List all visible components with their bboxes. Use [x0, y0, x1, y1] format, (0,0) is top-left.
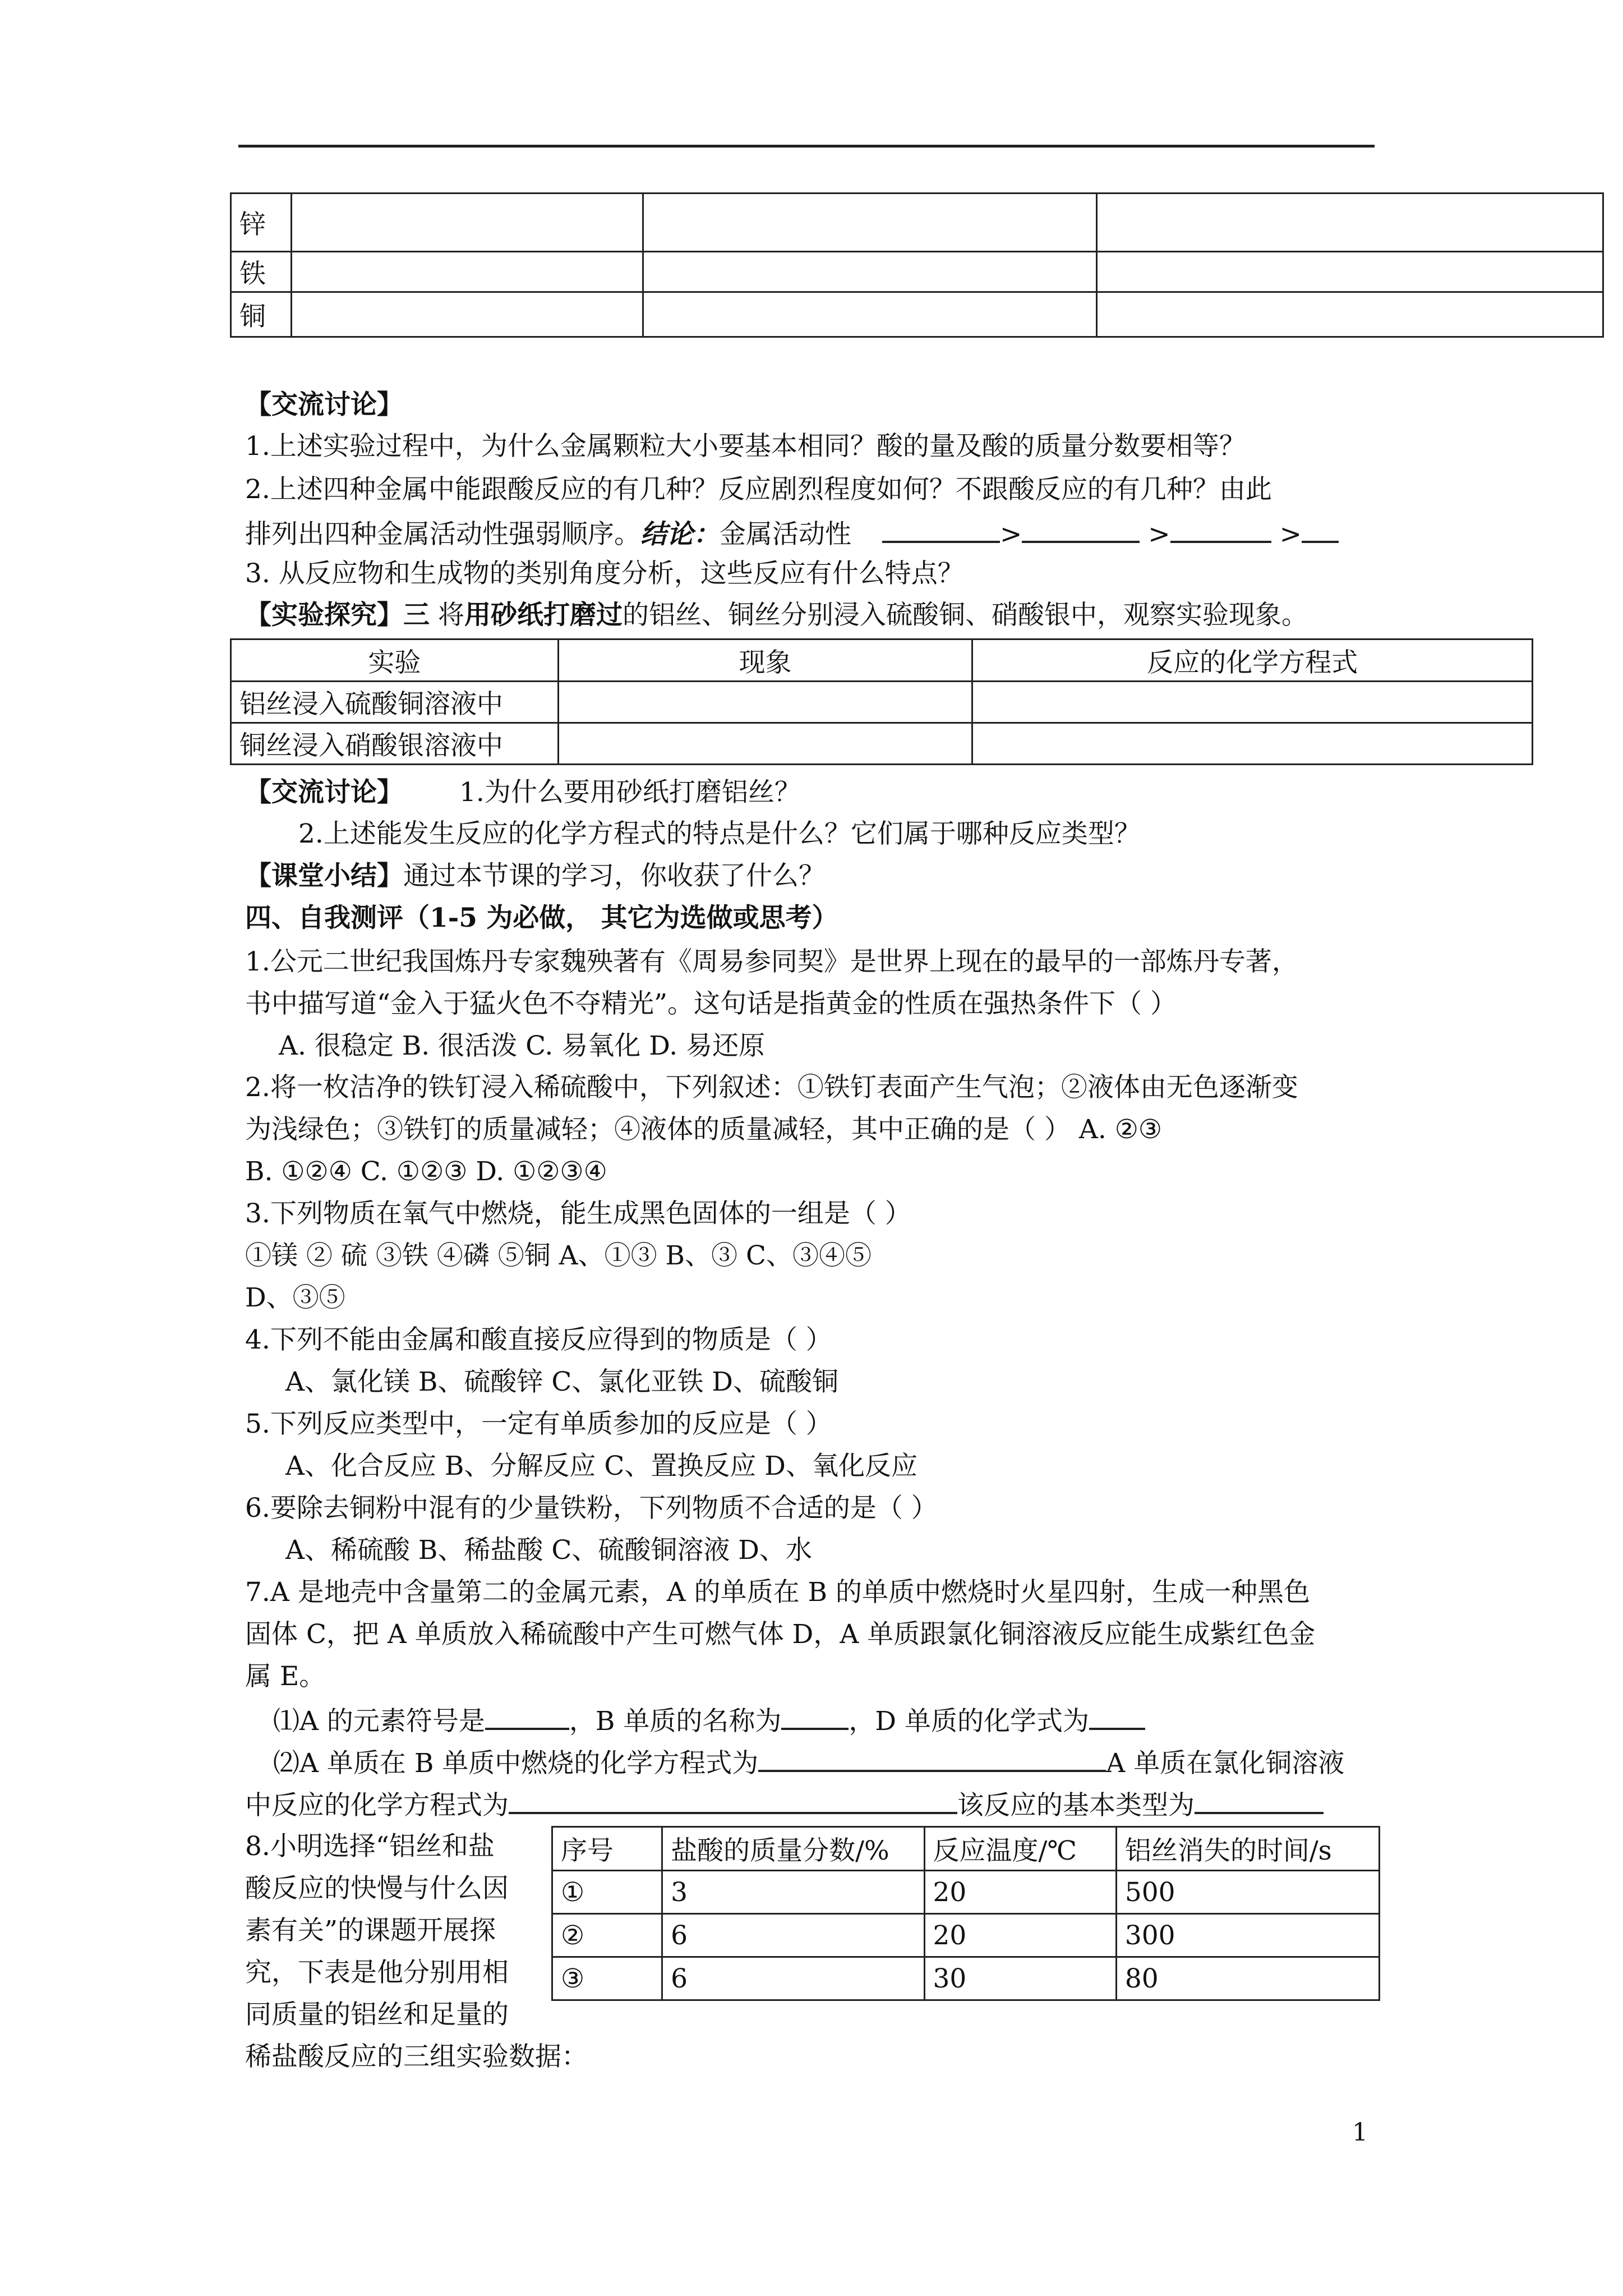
table-header-cell: 盐酸的质量分数/%	[662, 1827, 924, 1871]
gt-sign: >	[1148, 519, 1170, 550]
table-cell: ③	[552, 1957, 662, 2000]
discussion2-heading: 【交流讨论】	[245, 777, 403, 808]
question-text: ⑵A 单质在 B 单质中燃烧的化学方程式为	[273, 1748, 759, 1779]
question-6-line1: 6.要除去铜粉中混有的少量铁粉，下列物质不合适的是（ ）	[245, 1493, 938, 1524]
table-header-cell: 现象	[558, 639, 972, 682]
question-8-line: 稀盐酸反应的三组实验数据：	[245, 2041, 588, 2072]
table-cell: 铜丝浸入硝酸银溶液中	[231, 723, 559, 765]
question-8-line: 同质量的铝丝和足量的	[245, 1999, 509, 2030]
table-cell: 20	[924, 1914, 1116, 1957]
question-2-line1: 2.将一枚洁净的铁钉浸入稀硫酸中，下列叙述：①铁钉表面产生气泡；②液体由无色逐渐变	[245, 1072, 1298, 1103]
question-7-part2	[273, 1744, 1344, 1780]
question-text: 该反应的基本类型为	[957, 1790, 1195, 1821]
hcl-data-table	[551, 1826, 1380, 2001]
page-number: 1	[1352, 2118, 1368, 2147]
question-1-line2: 书中描写道“金入于猛火色不夺精光”。这句话是指黄金的性质在强热条件下（ ）	[245, 988, 1177, 1019]
gt-sign: >	[999, 519, 1022, 550]
table-header-cell: 反应温度/℃	[924, 1827, 1116, 1871]
discussion2-line1	[245, 776, 801, 809]
question-7-line3: 属 E。	[245, 1661, 326, 1692]
question-2-line2: 为浅绿色；③铁钉的质量减轻；④液体的质量减轻，其中正确的是（ ） A. ②③	[245, 1114, 1162, 1145]
question-7-line1: 7.A 是地壳中含量第二的金属元素，A 的单质在 B 的单质中燃烧时火星四射，生成一种黑色	[245, 1577, 1311, 1608]
question-text: 中反应的化学方程式为	[245, 1790, 509, 1821]
header-rule	[238, 145, 1375, 148]
experiment-text-bold: 用砂纸打磨过	[464, 600, 623, 631]
answer-blank[interactable]	[781, 1702, 849, 1730]
metal-cell: 铁	[231, 252, 292, 292]
gt-sign: >	[1279, 519, 1302, 550]
table-cell: 80	[1116, 1957, 1379, 2000]
answer-blank[interactable]	[1022, 515, 1140, 543]
question-7-part1	[273, 1702, 1145, 1738]
experiment-table	[230, 638, 1533, 765]
question-4-line1: 4.下列不能由金属和酸直接反应得到的物质是（ ）	[245, 1324, 832, 1355]
question-4-options: A、氯化镁 B、硫酸锌 C、氯化亚铁 D、硫酸铜	[285, 1366, 838, 1397]
experiment-heading: 【实验探究】三	[245, 600, 430, 631]
discussion-q2-line1: 2.上述四种金属中能跟酸反应的有几种？反应剧烈程度如何？不跟酸反应的有几种？由此	[245, 474, 1272, 505]
table-row	[231, 682, 1533, 723]
discussion-q2-text: 排列出四种金属活动性强弱顺序。	[245, 519, 640, 550]
answer-blank[interactable]	[485, 1702, 569, 1730]
table-cell: 3	[662, 1871, 924, 1914]
answer-blank[interactable]	[1195, 1786, 1324, 1814]
table-cell: ①	[552, 1871, 662, 1914]
table-cell: 铝丝浸入硫酸铜溶液中	[231, 682, 559, 723]
question-text: ⑴A 的元素符号是	[273, 1706, 485, 1737]
table-row	[231, 194, 1603, 252]
metals-table	[230, 192, 1604, 338]
question-8-line: 酸反应的快慢与什么因	[245, 1873, 509, 1904]
question-7-part3	[245, 1786, 1324, 1823]
metal-cell: 锌	[231, 194, 292, 252]
answer-blank[interactable]	[509, 1786, 957, 1814]
table-header-cell: 反应的化学方程式	[972, 639, 1533, 682]
table-row	[231, 252, 1603, 292]
table-cell: ②	[552, 1914, 662, 1957]
table-row	[552, 1957, 1380, 2000]
discussion2-q1: 1.为什么要用砂纸打磨铝丝？	[459, 777, 801, 808]
table-cell: 6	[662, 1957, 924, 2000]
table-cell: 6	[662, 1914, 924, 1957]
discussion2-q2: 2.上述能发生反应的化学方程式的特点是什么？它们属于哪种反应类型？	[298, 818, 1141, 849]
question-1-options: A. 很稳定 B. 很活泼 C. 易氧化 D. 易还原	[279, 1030, 766, 1061]
question-8-line: 素有关”的课题开展探	[245, 1915, 496, 1946]
discussion-q1: 1.上述实验过程中，为什么金属颗粒大小要基本相同？酸的量及酸的质量分数要相等？	[245, 431, 1246, 462]
table-cell: 300	[1116, 1914, 1379, 1957]
question-text: A 单质在氯化铜溶液	[1106, 1748, 1345, 1779]
table-header-cell: 铝丝消失的时间/s	[1116, 1827, 1379, 1871]
answer-blank[interactable]	[1089, 1702, 1145, 1730]
table-row	[552, 1871, 1380, 1914]
table-cell: 30	[924, 1957, 1116, 2000]
question-3-line1: 3.下列物质在氧气中燃烧，能生成黑色固体的一组是（ ）	[245, 1198, 911, 1229]
summary-heading: 【课堂小结】	[245, 861, 403, 891]
summary-line	[245, 859, 825, 893]
answer-blank[interactable]	[1302, 515, 1339, 543]
table-row	[552, 1914, 1380, 1957]
table-header-cell: 实验	[231, 639, 559, 682]
question-3-line2: ①镁 ② 硫 ③铁 ④磷 ⑤铜 A、①③ B、③ C、③④⑤	[245, 1240, 872, 1271]
conclusion-text: 金属活动性	[720, 519, 851, 550]
question-5-options: A、化合反应 B、分解反应 C、置换反应 D、氧化反应	[285, 1451, 917, 1481]
discussion-heading: 【交流讨论】	[245, 389, 403, 420]
question-8-line: 8.小明选择“铝丝和盐	[245, 1831, 495, 1862]
table-row	[231, 292, 1603, 337]
answer-blank[interactable]	[882, 515, 1000, 543]
summary-text: 通过本节课的学习，你收获了什么？	[403, 861, 825, 891]
table-row	[231, 639, 1533, 682]
experiment-text: 的铝丝、铜丝分别浸入硫酸铜、硝酸银中，观察实验现象。	[622, 600, 1308, 631]
question-1-line1: 1.公元二世纪我国炼丹专家魏殃著有《周易参同契》是世界上现在的最早的一部炼丹专著，	[245, 946, 1298, 977]
answer-blank[interactable]	[758, 1744, 1106, 1772]
question-8-line: 究，下表是他分别用相	[245, 1957, 509, 1988]
table-row	[552, 1827, 1380, 1871]
table-cell: 20	[924, 1871, 1116, 1914]
question-7-line2: 固体 C，把 A 单质放入稀硫酸中产生可燃气体 D，A 单质跟氯化铜溶液反应能生成紫红色金	[245, 1619, 1316, 1650]
table-cell: 500	[1116, 1871, 1379, 1914]
conclusion-label: 结论：	[640, 519, 720, 550]
discussion-q3: 3. 从反应物和生成物的类别角度分析，这些反应有什么特点？	[245, 558, 964, 589]
metal-cell: 铜	[231, 292, 292, 337]
answer-blank[interactable]	[1170, 515, 1271, 543]
section-title: 四、自我测评（1-5 为必做， 其它为选做或思考）	[245, 903, 838, 933]
table-row	[231, 723, 1533, 765]
question-5-line1: 5.下列反应类型中，一定有单质参加的反应是（ ）	[245, 1409, 832, 1439]
question-2-line3: B. ①②④ C. ①②③ D. ①②③④	[245, 1156, 607, 1187]
experiment-heading-line	[245, 599, 1308, 632]
table-header-cell: 序号	[552, 1827, 662, 1871]
question-6-options: A、稀硫酸 B、稀盐酸 C、硫酸铜溶液 D、水	[285, 1535, 812, 1566]
question-text: ，B 单质的名称为	[569, 1706, 782, 1737]
question-text: ，D 单质的化学式为	[849, 1706, 1089, 1737]
discussion-q2-line2	[245, 515, 1339, 551]
question-3-line3: D、③⑤	[245, 1282, 345, 1313]
experiment-text: 将	[430, 600, 464, 631]
